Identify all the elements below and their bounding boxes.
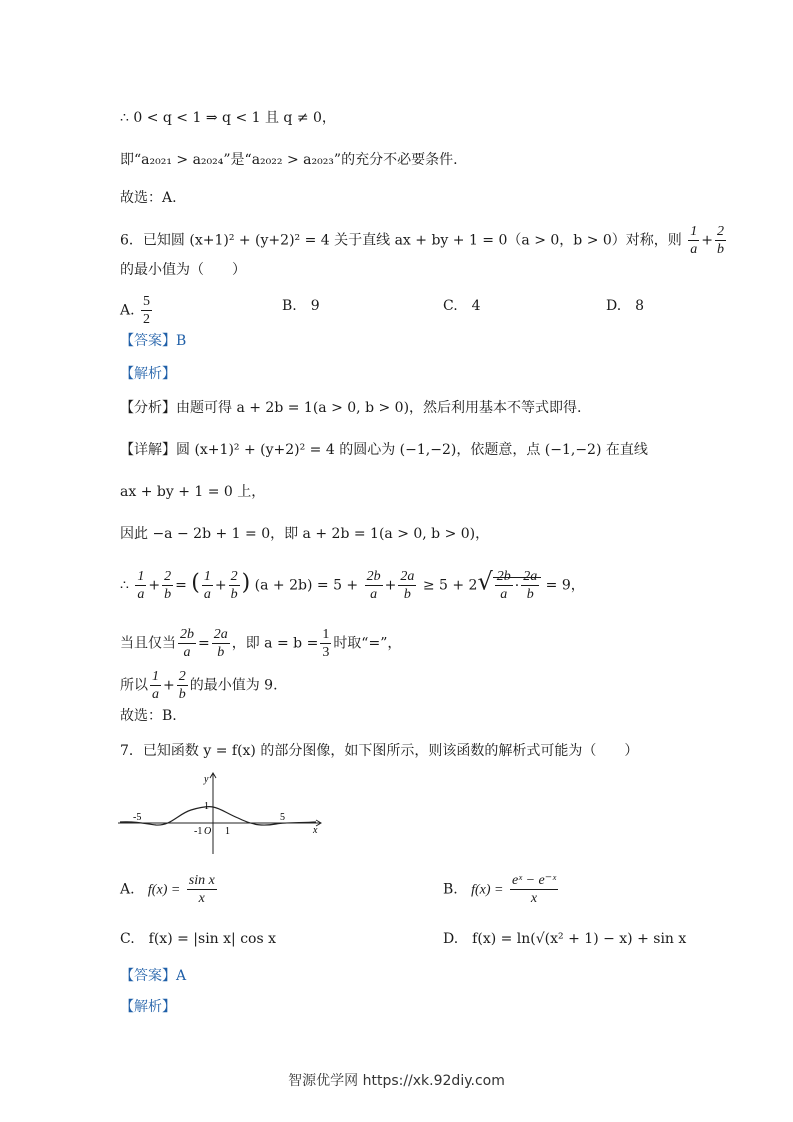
num: 5 — [143, 294, 151, 309]
label-neg5: -5 — [133, 812, 142, 823]
label-y: y — [204, 774, 209, 785]
frac-1-over-3 — [320, 626, 331, 661]
frac-2-over-b — [162, 568, 173, 603]
dangqie-end: 时取“=”， — [333, 635, 402, 652]
frac-5-over-2 — [141, 293, 152, 328]
num: 2b — [180, 627, 194, 642]
q7-option-d: D. f(x) = ln(√(x² + 1) − x) + sin x — [443, 931, 687, 947]
den: a — [137, 587, 145, 602]
detail: 【详解】圆 (x+1)² + (y+2)² = 4 的圆心为 (−1,−2)，依题意，点 (−1,−2) 在直线 — [120, 442, 648, 458]
den: a — [203, 587, 211, 602]
choice-b: 故选：B. — [120, 708, 177, 724]
den: a — [370, 587, 378, 602]
num: 2b — [366, 569, 381, 584]
equality-condition: 当且仅当 $\frac{2b}{a}$ = $\frac{2a}{b}$ ，即 a = b = $\frac{1}{3}$ 时取“=”， — [120, 627, 402, 660]
num: 2b — [496, 569, 511, 584]
dangqie-mid: ，即 a = b = — [231, 635, 319, 652]
q6-option-a — [120, 293, 154, 328]
answer-7: 【答案】A — [120, 968, 187, 984]
frac-2-over-b — [715, 223, 726, 258]
frac-exp-over-x — [510, 872, 558, 907]
q6-option-c: C. 4 — [443, 298, 481, 314]
den: 2 — [143, 312, 151, 327]
den: 3 — [322, 645, 330, 660]
option-label: B. — [443, 881, 458, 898]
den: b — [230, 587, 238, 602]
den: x — [530, 891, 538, 906]
jiexi-6: 【解析】 — [120, 366, 176, 382]
frac-2a-over-b — [521, 568, 539, 603]
den: x — [198, 891, 205, 906]
suoyi-text: 所以 — [120, 677, 148, 694]
frac-sinx-over-x — [187, 872, 217, 907]
line-condition: 即“a₂₀₂₁ > a₂₀₂₄”是“a₂₀₂₂ > a₂₀₂₃”的充分不必要条件. — [120, 152, 458, 168]
den: a — [152, 687, 159, 702]
eq-ge: ≥ 5 + 2 — [422, 577, 478, 594]
question-7: 7．已知函数 y = f(x) 的部分图像，如下图所示，则该函数的解析式可能为（ ） — [120, 743, 639, 759]
q6-option-b: B. 9 — [282, 298, 320, 314]
num: sin x — [188, 873, 215, 888]
eq-mid: (a + 2b) = 5 + — [254, 577, 359, 594]
num: 2a — [523, 569, 538, 584]
line-conclusion: ∴ 0 < q < 1 ⇒ q < 1 且 q ≠ 0， — [120, 110, 336, 126]
label-one-x: 1 — [225, 826, 230, 837]
num: eˣ − e⁻ˣ — [511, 873, 557, 888]
q7-option-c: C. f(x) = |sin x| cos x — [120, 931, 277, 947]
curve — [120, 807, 316, 825]
q6-option-d: D. 8 — [606, 298, 645, 314]
line-choice-a: 故选：A. — [120, 190, 177, 206]
option-label: A. — [120, 302, 135, 319]
frac-1-over-a — [688, 223, 699, 258]
num: 1 — [322, 627, 330, 642]
den: b — [178, 687, 186, 702]
frac-1-over-a — [150, 668, 161, 703]
min-value-line: 所以 $\frac{1}{a}$ + $\frac{2}{b}$ 的最小值为 9. — [120, 669, 278, 702]
therefore-symbol: ∴ — [120, 577, 129, 594]
q7-option-b — [443, 872, 560, 907]
num: 1 — [690, 224, 698, 239]
option-fx: f(x) = — [147, 882, 181, 898]
question-6-text: 6．已知圆 (x+1)² + (y+2)² = 4 关于直线 ax + by + 1 = 0（a > 0，b > 0）对称，则 — [120, 232, 682, 249]
frac-2b-over-a — [365, 568, 383, 603]
num: 1 — [152, 669, 159, 684]
analysis: 【分析】由题可得 a + 2b = 1(a > 0, b > 0)，然后利用基本不等式即得. — [120, 400, 582, 416]
frac-2-over-b — [177, 668, 188, 703]
question-6-cont: 的最小值为（ ） — [120, 262, 246, 278]
label-neg1: -1 — [194, 826, 203, 837]
function-graph — [116, 770, 326, 856]
frac-1-over-a — [202, 568, 213, 603]
suoyi-end: 的最小值为 9. — [189, 677, 278, 694]
num: 2 — [164, 569, 172, 584]
label-x: x — [313, 825, 318, 836]
den: a — [690, 242, 698, 257]
frac-2b-over-a — [178, 626, 196, 661]
num: 2a — [213, 627, 228, 642]
q7-option-a — [120, 872, 219, 907]
den: a — [183, 645, 191, 660]
den: b — [164, 587, 172, 602]
option-label: A. — [120, 881, 135, 898]
option-fx: f(x) = — [471, 882, 504, 898]
num: 2 — [230, 569, 238, 584]
frac-2-over-b — [229, 568, 240, 603]
inequality-line: ∴ $\frac{1}{a}$ + $\frac{2}{b}$ = ( $\frac{1}{a}$ + $\frac{2}{b}$ ) (a + 2b) = 5 + $\frac{2b}{a}$ + $\frac{2a}{b}$ ≥ 5 + 2√ $\frac{2b}{a}$ · $\frac{2a}{b}$ = 9， — [120, 567, 585, 602]
den: a — [500, 587, 508, 602]
num: 2 — [716, 224, 724, 239]
num: 1 — [137, 569, 145, 584]
frac-2a-over-b — [212, 626, 230, 661]
num: 2a — [400, 569, 415, 584]
jiexi-7: 【解析】 — [120, 999, 176, 1015]
den: b — [217, 645, 225, 660]
therefore-line: 因此 −a − 2b + 1 = 0，即 a + 2b = 1(a > 0, b > 0)， — [120, 526, 490, 542]
den: b — [526, 587, 534, 602]
footer-watermark: 智源优学网 https://xk.92diy.com — [288, 1073, 505, 1089]
answer-6: 【答案】B — [120, 333, 187, 349]
num: 2 — [178, 669, 186, 684]
den: b — [403, 587, 411, 602]
frac-2a-over-b — [398, 568, 416, 603]
label-one-y: 1 — [204, 801, 209, 812]
label-origin: O — [204, 826, 212, 837]
den: b — [716, 242, 724, 257]
num: 1 — [203, 569, 211, 584]
frac-2b-over-a — [495, 568, 513, 603]
label-5: 5 — [280, 812, 285, 823]
eq-end: = 9， — [545, 577, 585, 594]
question-6: 6．已知圆 (x+1)² + (y+2)² = 4 关于直线 ax + by + 1 = 0（a > 0，b > 0）对称，则 $\frac{1}{a}$ + $\frac{2}{b}$ — [120, 224, 724, 257]
dangqie-text: 当且仅当 — [120, 635, 176, 652]
line-on: ax + by + 1 = 0 上， — [120, 484, 266, 500]
frac-1-over-a — [135, 568, 146, 603]
